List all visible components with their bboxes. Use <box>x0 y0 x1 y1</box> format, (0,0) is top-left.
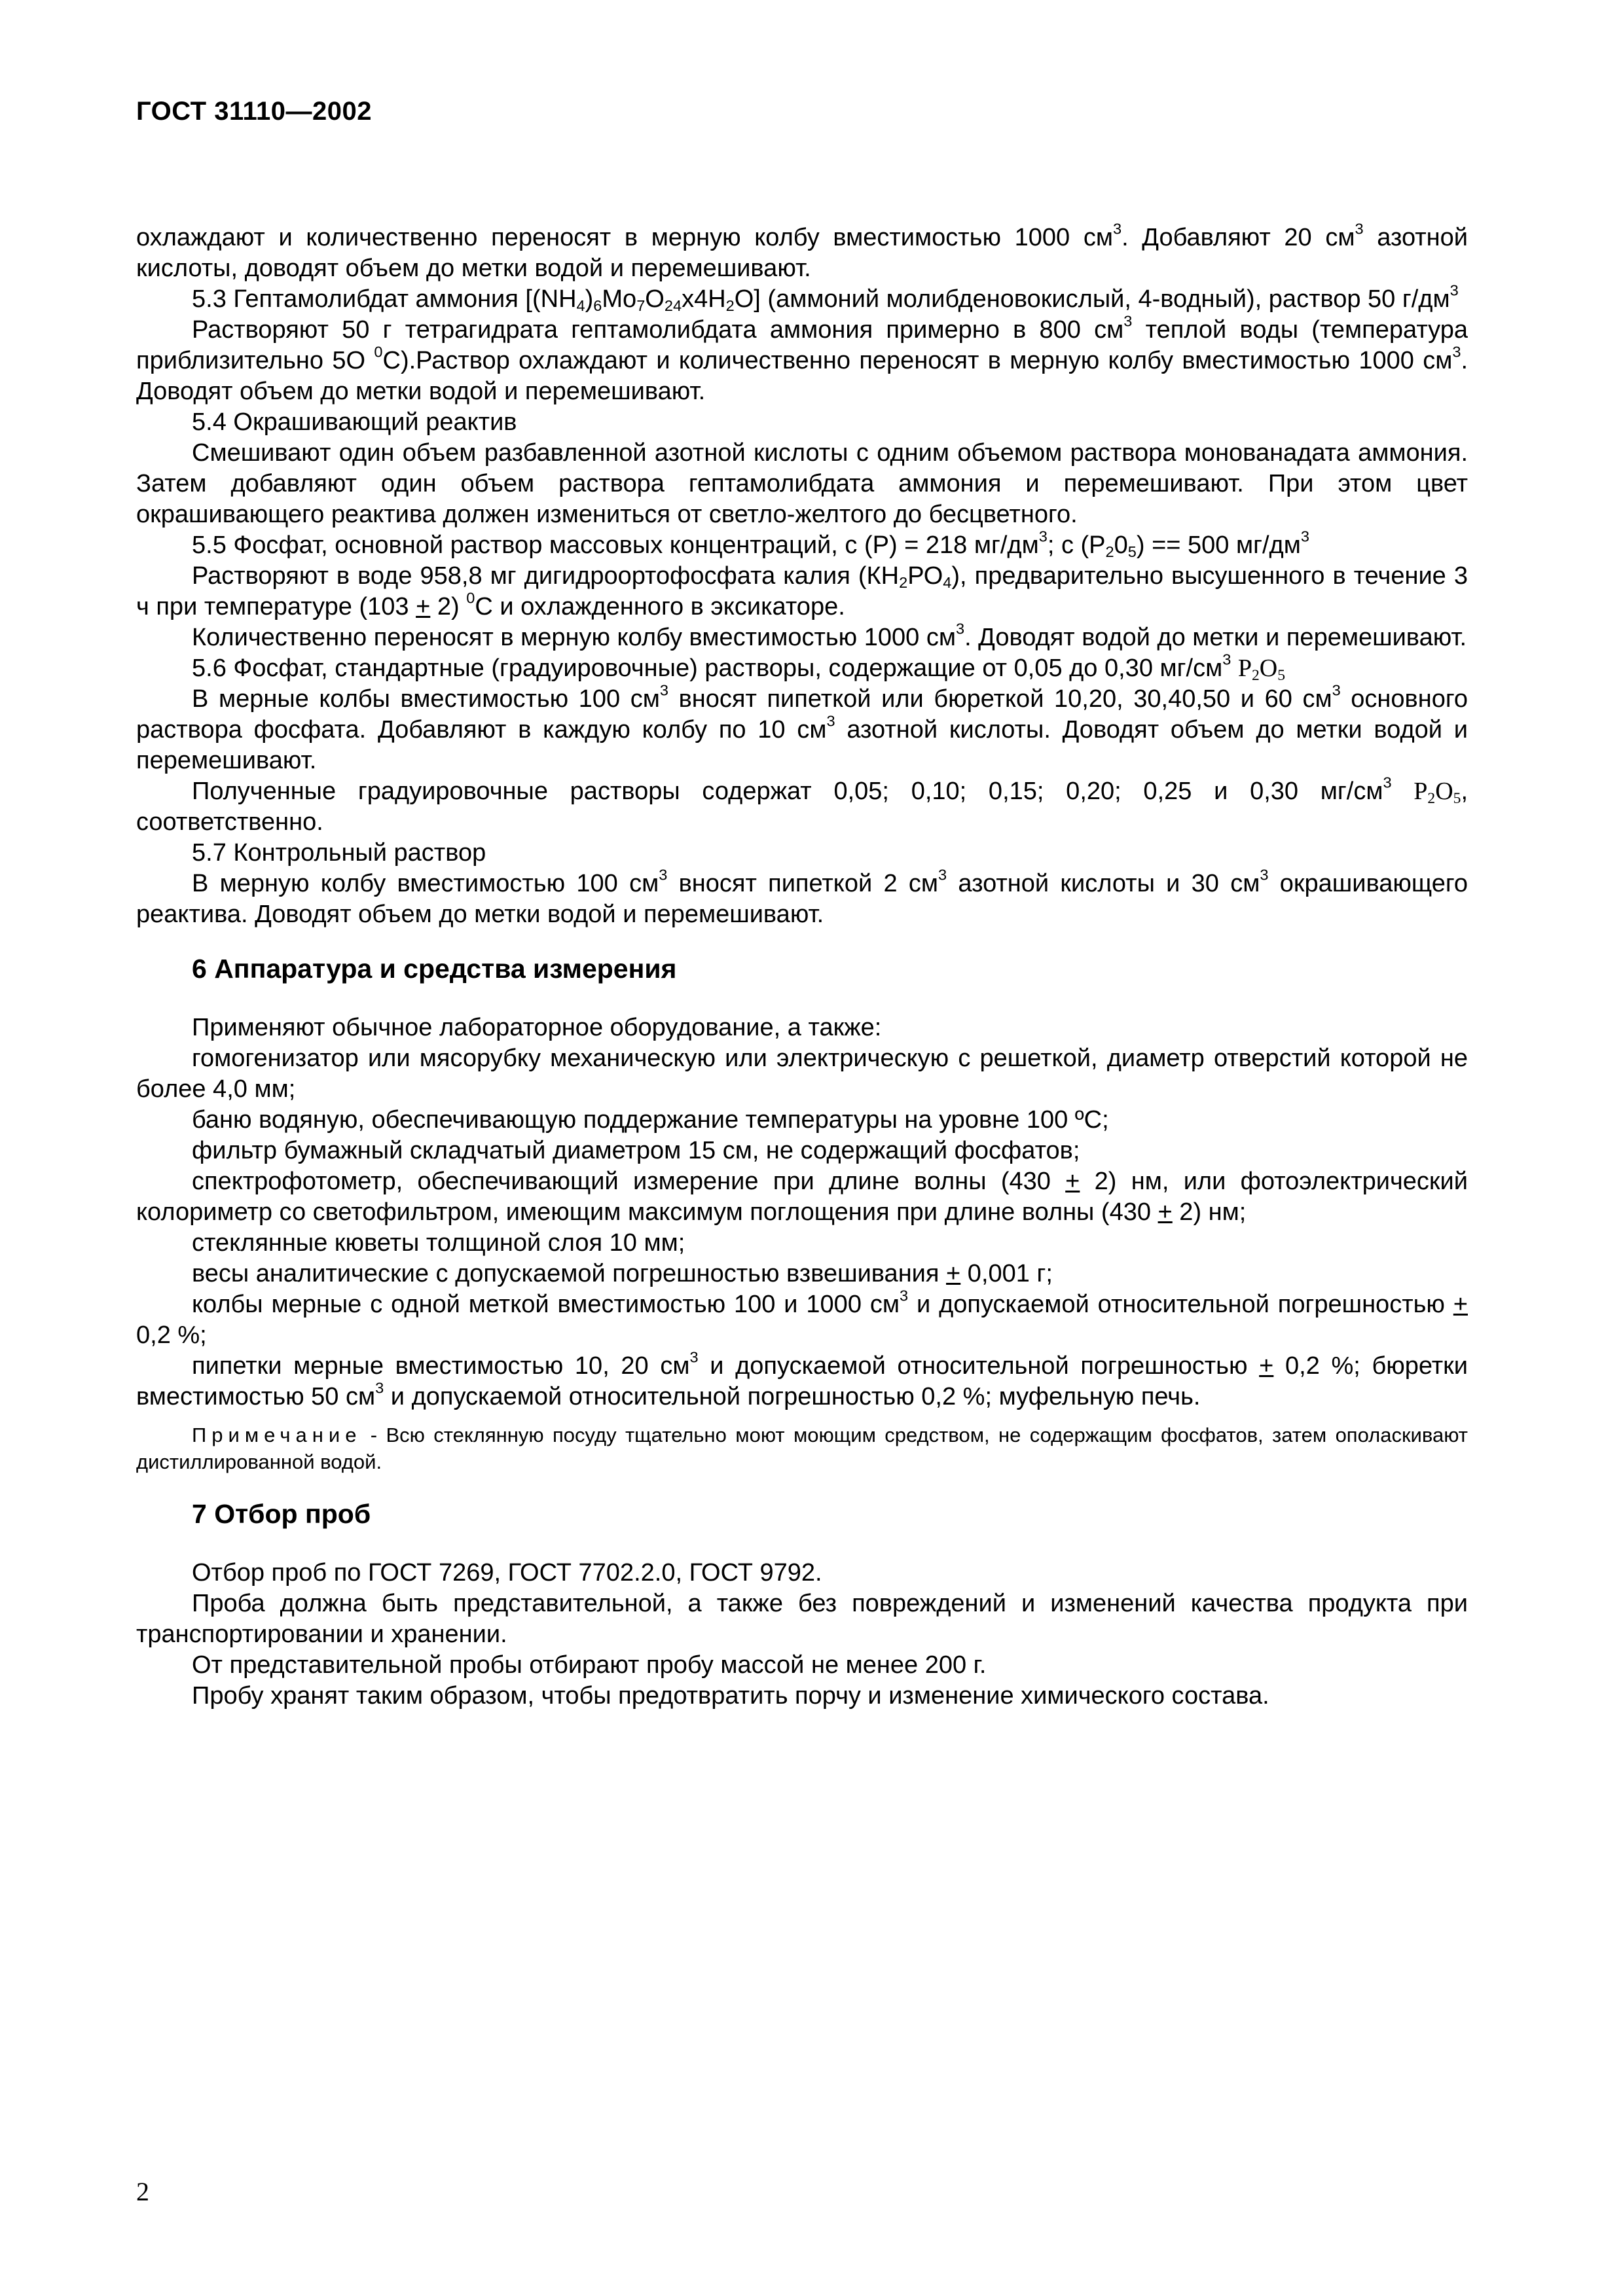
paragraph: От представительной пробы отбирают пробу массой не менее 200 г. <box>192 1651 987 1679</box>
paragraph: Растворяют 50 г тетрагидрата гептамолибдата аммония примерно в 800 $см^3$ теплой воды (температура приблизительно 5О $^0$С).Раствор охлаждают и количественно переносят в мерную колбу вместимостью 1000 $см^3$. Доводят объем до метки водой и перемешивают. <box>136 312 1468 405</box>
section-6-heading: 6 Аппаратура и средства измерения <box>192 954 677 984</box>
paragraph: Полученные градуировочные растворы содержат 0,05; 0,10; 0,15; 0,20; 0,25 и 0,30 $мг/см^3$ $P_2O_5$, соответственно. <box>136 774 1468 836</box>
list-item: фильтр бумажный складчатый диаметром 15 см, не содержащий фосфатов; <box>192 1137 1080 1164</box>
paragraph: Растворяют в воде 958,8 мг дигидроортофосфата калия $(КН_2РО_4)$, предварительно высушенного в течение 3 ч при температуре (103 + 2) $^0$С и охлажденного в эксикаторе. <box>136 562 1468 620</box>
clause-5-7: 5.7 Контрольный раствор <box>192 839 486 867</box>
document-body <box>136 220 1468 1712</box>
clause-5-5: 5.5 Фосфат, основной раствор массовых концентраций, с (Р) = 218 $мг/дм^3$; с $(Р_20_5) == 500$ $мг/дм^3$ <box>192 528 1309 560</box>
clause-5-4: 5.4 Окрашивающий реактив <box>192 408 517 436</box>
paragraph: Применяют обычное лабораторное оборудование, а также: <box>192 1014 882 1041</box>
paragraph: Проба должна быть представительной, а также без повреждений и изменений качества продукта при транспортировании и хранении. <box>136 1590 1468 1648</box>
note: Примечание - Всю стеклянную посуду тщательно моют моющим средством, не содержащим фосфатов, затем ополаскивают дистиллированной водой. <box>136 1424 1468 1473</box>
section-7-heading: 7 Отбор проб <box>192 1499 371 1529</box>
list-item: колбы мерные с одной меткой вместимостью 100 и 1000 $см^3$ и допускаемой относительной погрешностью + 0,2 %; <box>136 1287 1468 1349</box>
paragraph: В мерные колбы вместимостью 100 $см^3$ вносят пипеткой или бюреткой 10,20, 30,40,50 и 60 $см^3$ основного раствора фосфата. Добавляют в каждую колбу по 10 $см^3$ азотной кислоты. Доводят объем до метки водой и перемешивают. <box>136 681 1468 774</box>
list-item: спектрофотометр, обеспечивающий измерение при длине волны (430 + 2) нм, или фотоэлектрический колориметр со светофильтром, имеющим максимум поглощения при длине волны (430 + 2) нм; <box>136 1168 1468 1226</box>
paragraph: Количественно переносят в мерную колбу вместимостью 1000 $см^3$. Доводят водой до метки и перемешивают. <box>192 620 1467 651</box>
paragraph: Смешивают один объем разбавленной азотной кислоты с одним объемом раствора монованадата аммония. Затем добавляют один объем раствора гептамолибдата аммония и перемешивают. При этом цвет окрашивающего реактива должен измениться от светло-желтого до бесцветного. <box>136 439 1468 528</box>
list-item: пипетки мерные вместимостью 10, 20 $см^3$ и допускаемой относительной погрешностью + 0,2 %; бюретки вместимостью 50 $см^3$ и допускаемой относительной погрешностью 0,2 %; муфельную печь. <box>136 1348 1468 1410</box>
list-item: баню водяную, обеспечивающую поддержание температуры на уровне 100 ºС; <box>192 1106 1109 1134</box>
list-item: гомогенизатор или мясорубку механическую или электрическую с решеткой, диаметр отверстий которой не более 4,0 мм; <box>136 1045 1468 1103</box>
paragraph: Отбор проб по ГОСТ 7269, ГОСТ 7702.2.0, ГОСТ 9792. <box>192 1559 822 1587</box>
paragraph: В мерную колбу вместимостью 100 $см^3$ вносят пипеткой 2 $см^3$ азотной кислоты и 30 $см^3$ окрашивающего реактива. Доводят объем до метки водой и перемешивают. <box>136 866 1468 928</box>
clause-5-6: 5.6 Фосфат, стандартные (градуировочные) растворы, содержащие от 0,05 до 0,30 $мг/см^3$ $P_2O_5$ <box>192 651 1286 684</box>
paragraph: охлаждают и количественно переносят в мерную колбу вместимостью 1000 $см^3$. Добавляют 20 $см^3$ азотной кислоты, доводят объем до метки водой и перемешивают. <box>136 220 1468 282</box>
document-header: ГОСТ 31110—2002 <box>136 97 372 126</box>
page-number: 2 <box>136 2177 149 2206</box>
paragraph: Пробу хранят таким образом, чтобы предотвратить порчу и изменение химического состава. <box>192 1682 1269 1710</box>
clause-5-3: 5.3 Гептамолибдат аммония $[(NH_4)_6Mo_7O_{24}x4H_2O]$ (аммоний молибденовокислый, 4-водный), раствор 50 $г/дм^3$ <box>192 281 1459 314</box>
list-item: весы аналитические с допускаемой погрешностью взвешивания + 0,001 г; <box>192 1260 1053 1287</box>
list-item: стеклянные кюветы толщиной слоя 10 мм; <box>192 1229 685 1257</box>
